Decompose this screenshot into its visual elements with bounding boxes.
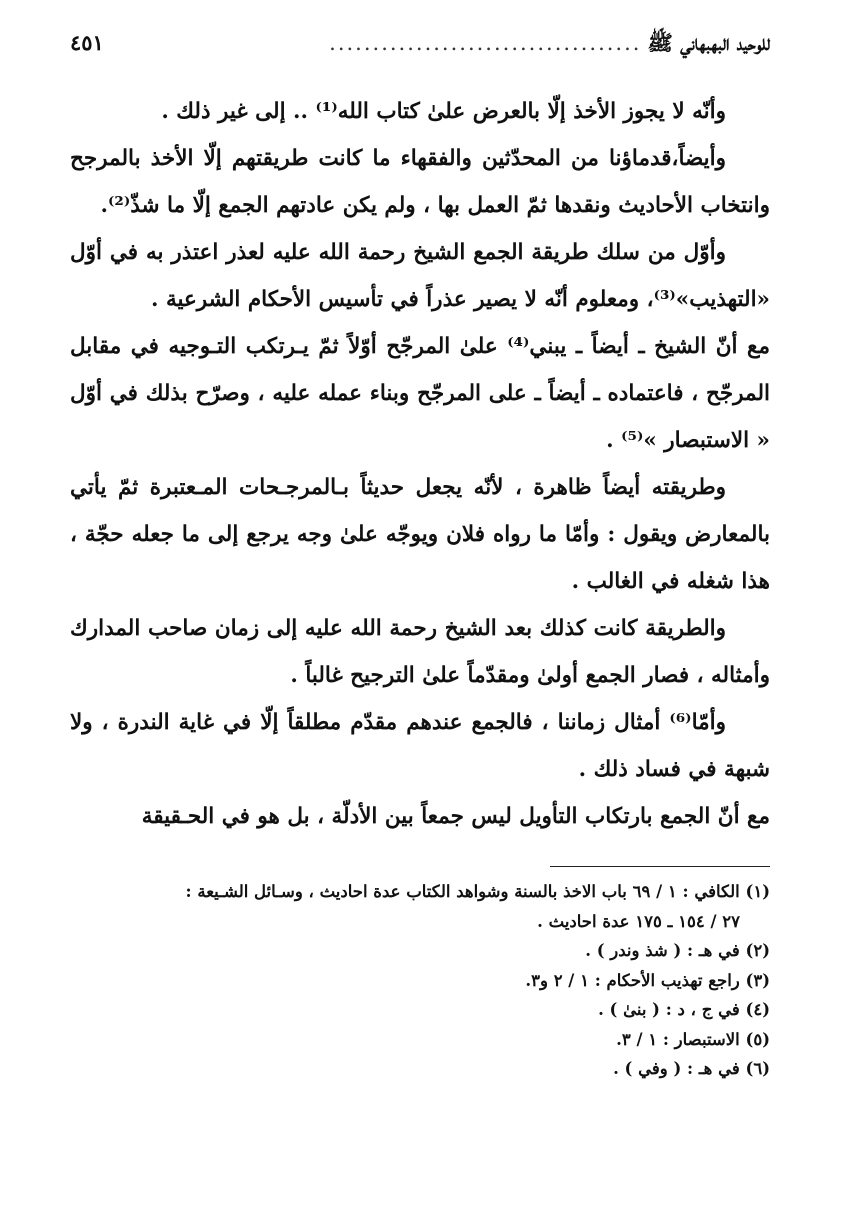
leader-dots: .................................... — [329, 31, 642, 55]
footnotes — [70, 877, 770, 1084]
page-number: ٤٥١ — [70, 30, 104, 55]
running-title: للوحيد البهبهاني ﷺ — [647, 30, 770, 55]
paragraph: والطريقة كانت كذلك بعد الشيخ رحمة الله عليه إلى زمان صاحب المدارك وأمثاله ، فصار الجمع أولىٰ ومقدّماً علىٰ الترجيح غالباً . — [70, 616, 770, 688]
footnote: (١) الكافي : ١ / ٦٩ باب الاخذ بالسنة وشواهد الكتاب عدة احاديث ، وسـائل الشـيعة : — [185, 882, 770, 901]
paragraph: وأيضاً،قدماؤنا من المحدّثين والفقهاء ما كانت طريقتهم إلّا الأخذ بالمرجح وانتخاب الأحاديث ونقدها ثمّ العمل بها ، ولم يكن عادتهم الجمع إلّا ما شذّ⁽²⁾. — [70, 146, 770, 218]
document-page — [70, 30, 770, 1200]
footnote: (٢) في هـ : ( شذ وندر ) . — [585, 941, 770, 960]
paragraph: وأمّا⁽⁶⁾ أمثال زماننا ، فالجمع عندهم مقدّم مطلقاً إلّا في غاية الندرة ، ولا شبهة في فساد ذلك . — [70, 710, 770, 782]
footnote: (٦) في هـ : ( وفي ) . — [613, 1059, 770, 1078]
footnote: (٣) راجع تهذيب الأحكام : ١ / ٢ و٣. — [525, 970, 770, 990]
footnote-divider — [550, 866, 770, 867]
footnote: (٥) الاستبصار : ١ / ٣. — [616, 1029, 770, 1049]
paragraph: مع أنّ الجمع بارتكاب التأويل ليس جمعاً بين الأدلّة ، بل هو في الحـقيقة — [141, 804, 770, 829]
paragraph: مع أنّ الشيخ ـ أيضاً ـ يبني⁽⁴⁾ علىٰ المرجّح أوّلاً ثمّ يـرتكب التـوجيه في مقابل المرجّح ، فاعتماده ـ أيضاً ـ على المرجّح وبناء عمله عليه ، وصرّح بذلك في أوّل « الاستبصار »⁽⁵⁾ . — [70, 334, 770, 453]
footnote: (٤) في ج ، د : ( بنىٰ ) . — [598, 1000, 770, 1019]
paragraph: وطريقته أيضاً ظاهرة ، لأنّه يجعل حديثاً بـالمرجـحات المـعتبرة ثمّ يأتي بالمعارض ويقول : وأمّا ما رواه فلان ويوجّه علىٰ وجه يرجع إلى ما جعله حجّة ، هذا شغله في الغالب . — [70, 475, 770, 594]
paragraph: وأنّه لا يجوز الأخذ إلّا بالعرض علىٰ كتاب الله⁽¹⁾ .. إلى غير ذلك . — [161, 99, 726, 124]
running-head — [70, 30, 770, 74]
paragraph: وأوّل من سلك طريقة الجمع الشيخ رحمة الله عليه لعذر اعتذر به في أوّل «التهذيب»⁽³⁾، ومعلوم أنّه لا يصير عذراً في تأسيس الأحكام الشرعية . — [70, 240, 770, 312]
footnote-continuation: ٢٧ / ١٥٤ ـ ١٧٥ عدة احاديث . — [537, 911, 740, 931]
body-text — [70, 88, 770, 840]
